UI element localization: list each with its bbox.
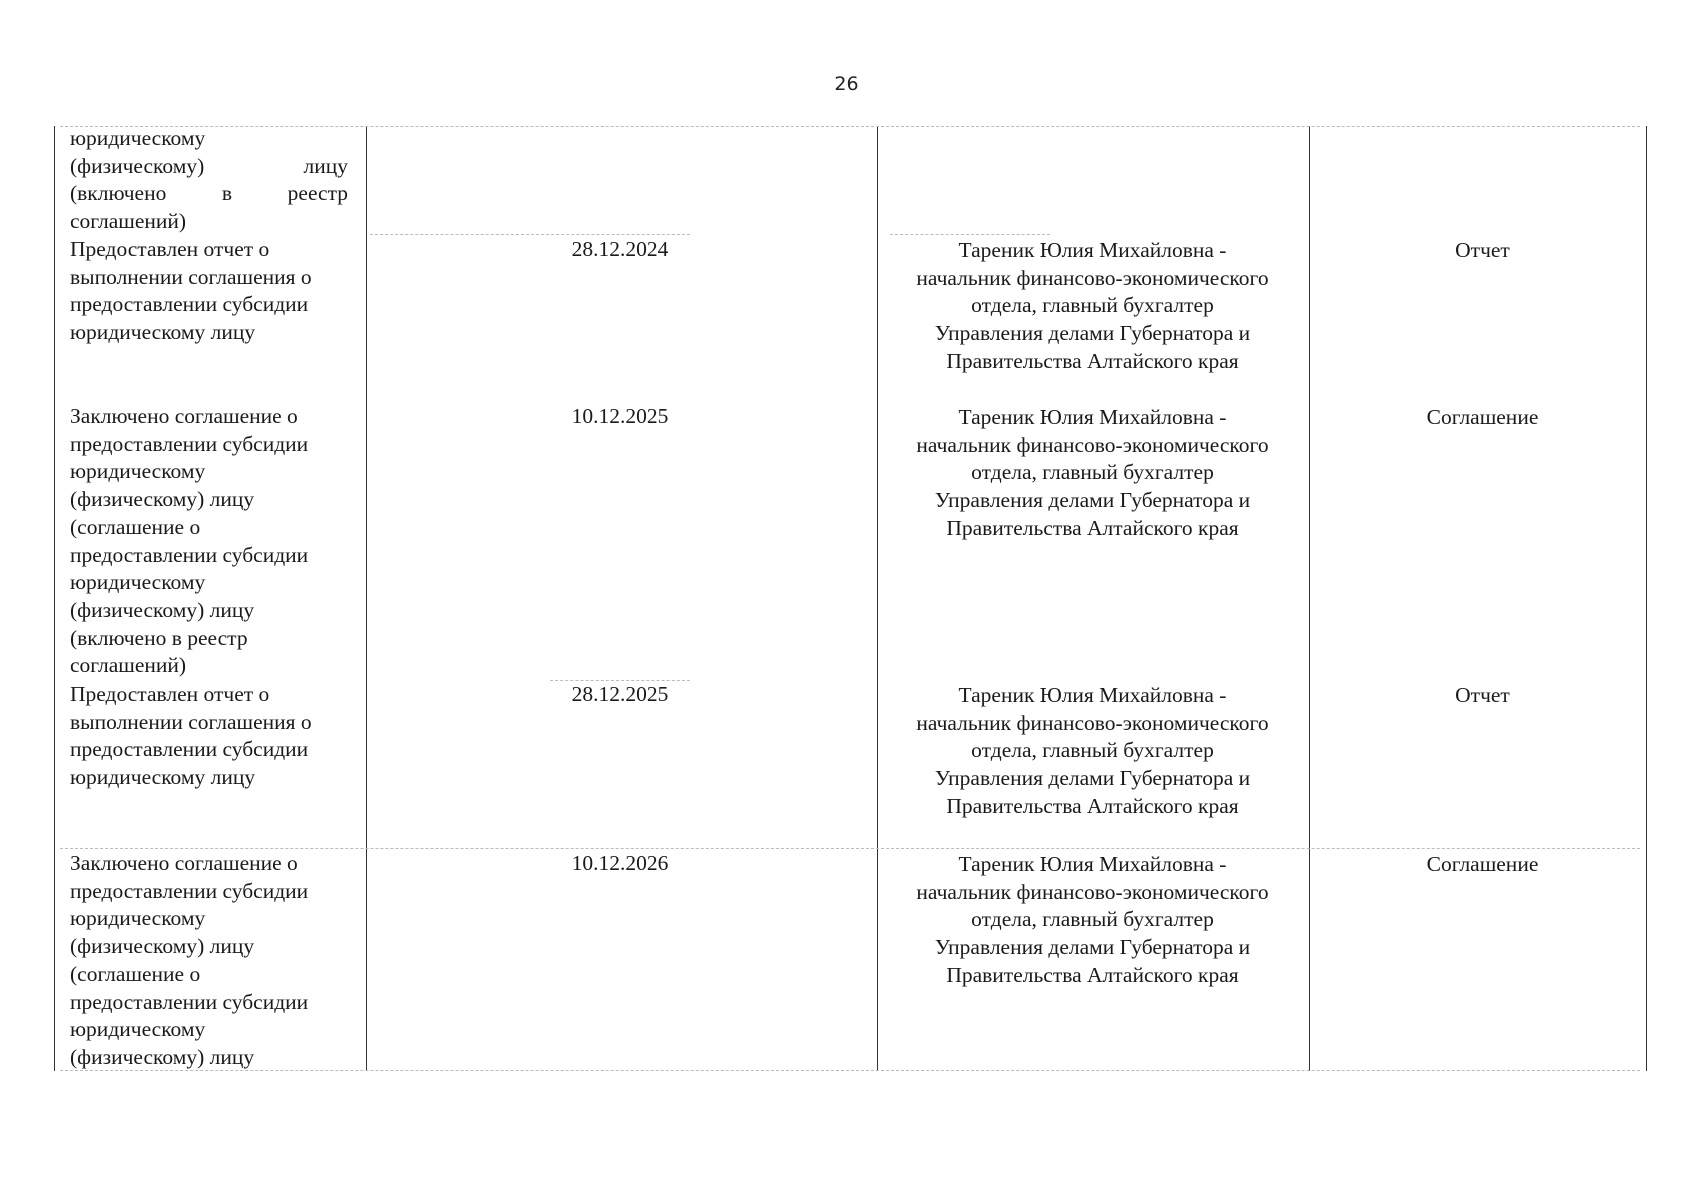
activity-cell: [70, 403, 348, 680]
activity-line: Предоставлен отчет о: [70, 682, 270, 706]
activity-cell: [70, 236, 348, 347]
document-cell: Соглашение: [1426, 852, 1539, 876]
activity-line: юридическому лицу: [70, 320, 256, 345]
responsible-cell: [880, 404, 1305, 543]
row-separator: [370, 234, 690, 235]
table-border-col1: [366, 126, 367, 1071]
responsible-line: Управления делами Губернатора и: [934, 488, 1251, 513]
activity-line: соглашений): [70, 653, 187, 678]
activity-line: предоставлении субсидии: [70, 542, 309, 567]
table-border-right: [1646, 126, 1647, 1071]
responsible-line: Тареник Юлия Михайловна -: [958, 405, 1227, 429]
activity-line-justified: [70, 180, 348, 208]
responsible-line: начальник финансово-экономического: [916, 879, 1269, 904]
activity-line: (соглашение о: [70, 961, 201, 986]
word: реестр: [287, 181, 348, 206]
date-cell: 28.12.2024: [571, 237, 669, 261]
word: (физическому): [70, 153, 205, 178]
activity-line: (физическому) лицу: [70, 487, 255, 512]
date-cell: 28.12.2025: [571, 682, 669, 706]
activity-line: предоставлении субсидии: [70, 292, 309, 317]
activity-line: предоставлении субсидии: [70, 989, 309, 1014]
activity-cell: [70, 125, 348, 236]
responsible-line: Правительства Алтайского края: [946, 793, 1239, 818]
activity-line: юридическому: [70, 570, 206, 595]
responsible-line: Управления делами Губернатора и: [934, 766, 1251, 791]
activity-line: юридическому: [70, 906, 206, 931]
activity-cell: [70, 681, 348, 792]
date-cell: 10.12.2025: [571, 404, 669, 428]
activity-line: предоставлении субсидии: [70, 878, 309, 903]
word: в: [221, 181, 233, 206]
activity-line: юридическому: [70, 459, 206, 484]
responsible-line: начальник финансово-экономического: [916, 432, 1269, 457]
row-separator: [890, 234, 1050, 235]
responsible-cell: [880, 237, 1305, 376]
responsible-line: отдела, главный бухгалтер: [971, 460, 1214, 485]
activity-line: предоставлении субсидии: [70, 431, 309, 456]
responsible-line: отдела, главный бухгалтер: [971, 907, 1214, 932]
activity-line: (физическому) лицу: [70, 934, 255, 959]
activity-line: соглашений): [70, 209, 187, 234]
activity-line: предоставлении субсидии: [70, 737, 309, 762]
activity-line: юридическому лицу: [70, 765, 256, 790]
responsible-line: отдела, главный бухгалтер: [971, 293, 1214, 318]
responsible-line: Тареник Юлия Михайловна -: [958, 852, 1227, 876]
activity-cell: [70, 850, 348, 1072]
activity-line: юридическому: [70, 1017, 206, 1042]
word: лицу: [303, 153, 348, 178]
responsible-cell: [880, 682, 1305, 821]
table-border-left: [54, 126, 55, 1071]
responsible-line: Правительства Алтайского края: [946, 348, 1239, 373]
activity-line: (соглашение о: [70, 514, 201, 539]
table-border-col2: [877, 126, 878, 1071]
document-cell: Отчет: [1455, 238, 1510, 262]
responsible-cell: [880, 851, 1305, 990]
activity-line-justified: [70, 153, 348, 181]
responsible-line: Управления делами Губернатора и: [934, 321, 1251, 346]
page-number: 26: [834, 73, 859, 95]
document-cell: Отчет: [1455, 683, 1510, 707]
word: (включено: [70, 181, 167, 206]
responsible-line: Правительства Алтайского края: [946, 515, 1239, 540]
activity-line: Предоставлен отчет о: [70, 237, 270, 261]
responsible-line: Правительства Алтайского края: [946, 962, 1239, 987]
activity-line: (физическому) лицу: [70, 1044, 255, 1069]
date-cell: 10.12.2026: [571, 851, 669, 875]
activity-line: Заключено соглашение о: [70, 851, 298, 875]
responsible-line: Управления делами Губернатора и: [934, 935, 1251, 960]
activity-line: Заключено соглашение о: [70, 404, 298, 428]
table-border-col3: [1309, 126, 1310, 1071]
activity-line: (включено в реестр: [70, 625, 248, 650]
activity-line: юридическому: [70, 126, 206, 150]
activity-line: выполнении соглашения о: [70, 264, 312, 289]
activity-line: выполнении соглашения о: [70, 709, 312, 734]
responsible-line: отдела, главный бухгалтер: [971, 738, 1214, 763]
document-cell: Соглашение: [1426, 405, 1539, 429]
responsible-line: начальник финансово-экономического: [916, 710, 1269, 735]
responsible-line: Тареник Юлия Михайловна -: [958, 238, 1227, 262]
responsible-line: Тареник Юлия Михайловна -: [958, 683, 1227, 707]
activity-line: (физическому) лицу: [70, 597, 255, 622]
responsible-line: начальник финансово-экономического: [916, 265, 1269, 290]
row-separator: [60, 848, 1640, 849]
